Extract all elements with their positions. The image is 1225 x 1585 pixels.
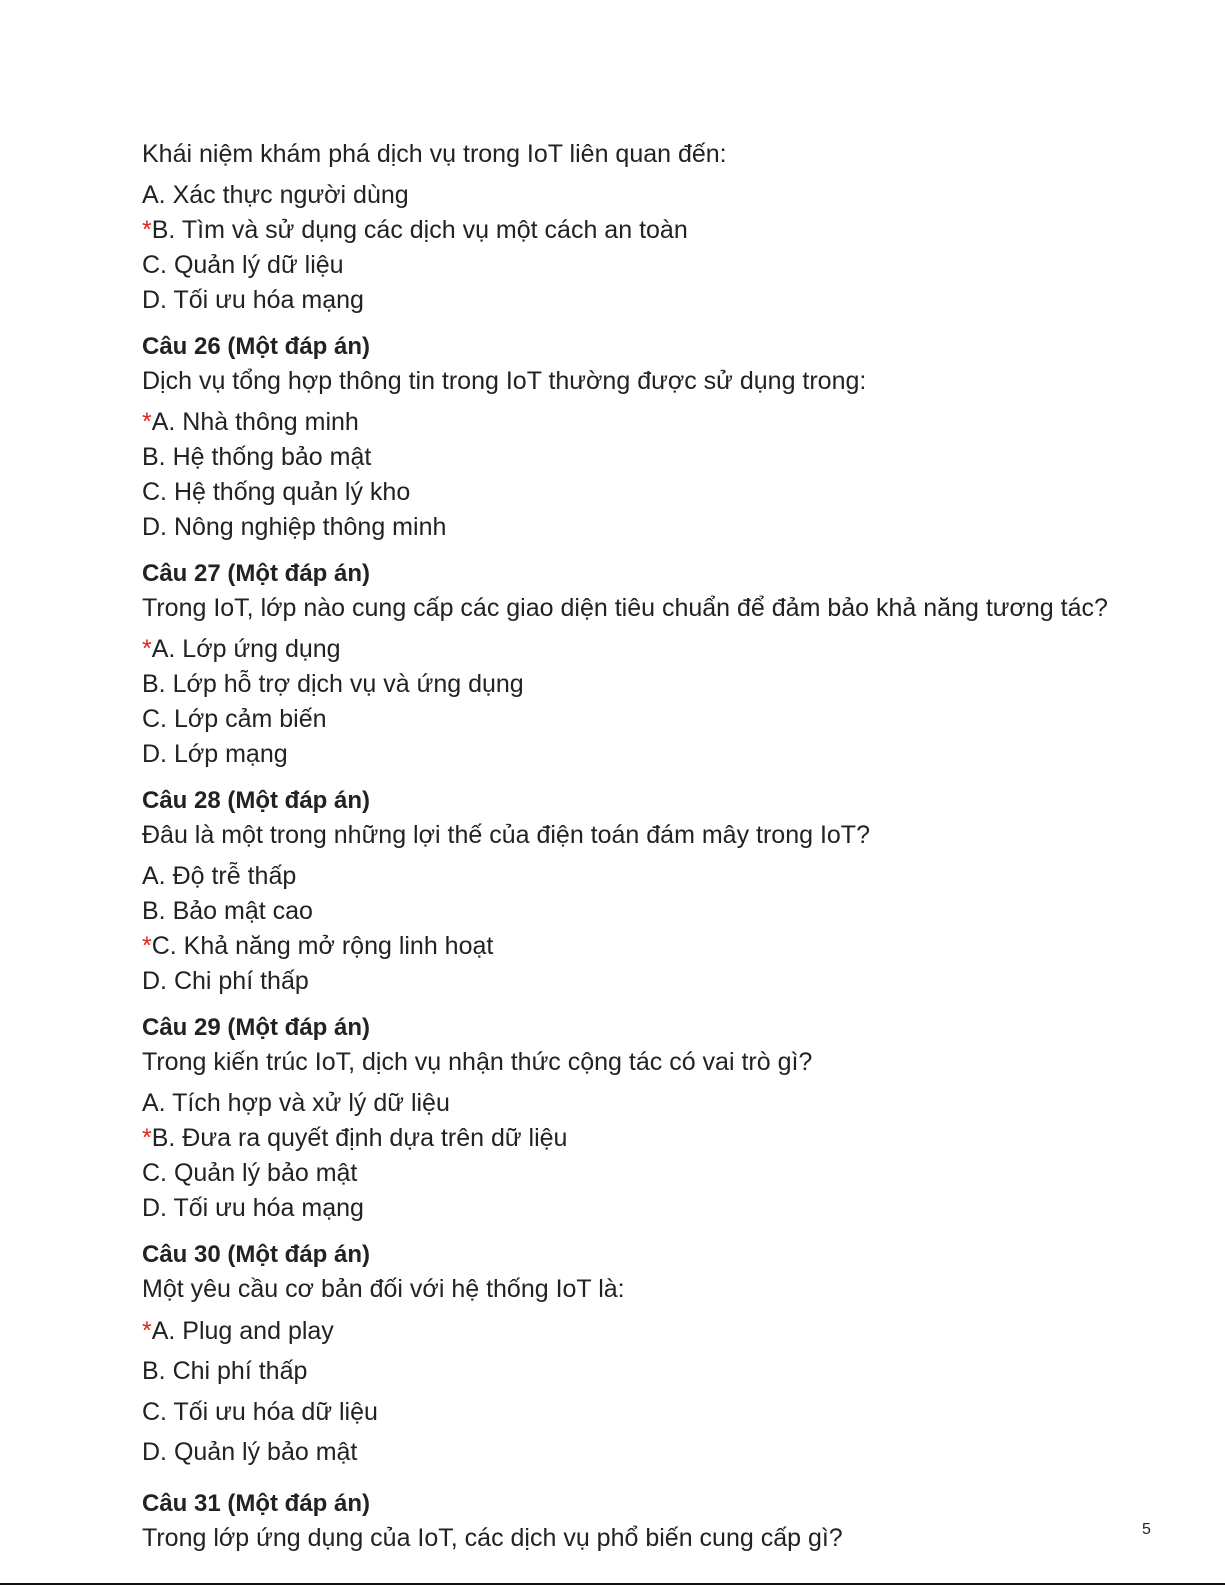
option-label: C. Khả năng mở rộng linh hoạt [151,932,494,960]
option-label: D. Lớp mạng [142,740,288,768]
correct-answer-marker: * [142,216,152,244]
question-text: Trong kiến trúc IoT, dịch vụ nhận thức cộng tác có vai trò gì? [142,1048,813,1076]
answer-option [142,1392,625,1433]
answer-option [142,248,727,283]
option-label: D. Tối ưu hóa mạng [142,1194,364,1222]
option-label: A. Xác thực người dùng [142,181,409,209]
answer-option-correct [142,405,866,440]
question-block [142,1010,812,1226]
question-title: Câu 30 (Một đáp án) [142,1241,371,1268]
correct-answer-marker: * [142,408,152,436]
answer-option [142,1156,812,1191]
question-text: Khái niệm khám phá dịch vụ trong IoT liên quan đến: [142,140,727,168]
option-label: D. Chi phí thấp [142,967,309,995]
option-label: B. Bảo mật cao [142,897,313,925]
question-text: Một yêu cầu cơ bản đối với hệ thống IoT là: [142,1275,625,1303]
answer-option-correct [142,213,727,248]
question-text: Dịch vụ tổng hợp thông tin trong IoT thường được sử dụng trong: [142,367,867,395]
answer-option [142,283,727,318]
answer-option [142,475,866,510]
question-block-continued [142,137,727,318]
answer-option [142,1432,625,1473]
option-label: C. Hệ thống quản lý kho [142,478,411,506]
answer-option [142,1086,812,1121]
page-number: 5 [1142,1521,1151,1538]
option-label: B. Đưa ra quyết định dựa trên dữ liệu [151,1124,568,1152]
question-block [142,1237,625,1473]
option-label: C. Quản lý bảo mật [142,1159,358,1187]
answer-option [142,1191,812,1226]
question-text: Trong lớp ứng dụng của IoT, các dịch vụ phổ biến cung cấp gì? [142,1524,843,1552]
answer-option-correct [142,1311,625,1352]
answer-option-correct [142,1121,812,1156]
option-label: B. Hệ thống bảo mật [142,443,372,471]
option-label: A. Nhà thông minh [151,408,359,436]
question-title: Câu 28 (Một đáp án) [142,787,371,814]
option-label: D. Nông nghiệp thông minh [142,513,447,541]
answer-option [142,737,1108,772]
option-label: D. Quản lý bảo mật [142,1438,358,1466]
answer-option [142,702,1108,737]
option-label: A. Lớp ứng dụng [151,635,341,663]
option-label: A. Tích hợp và xử lý dữ liệu [142,1089,450,1117]
question-block [142,329,866,545]
question-block [142,556,1108,772]
answer-option [142,440,866,475]
answer-option-correct [142,929,870,964]
correct-answer-marker: * [142,1124,152,1152]
question-block [142,783,870,999]
answer-option [142,667,1108,702]
answer-option [142,510,866,545]
answer-option [142,894,870,929]
question-title: Câu 26 (Một đáp án) [142,333,371,360]
option-label: B. Chi phí thấp [142,1357,308,1385]
question-text: Đâu là một trong những lợi thế của điện toán đám mây trong IoT? [142,821,870,849]
question-title: Câu 31 (Một đáp án) [142,1490,371,1517]
option-label: C. Quản lý dữ liệu [142,251,344,279]
question-block [142,1486,843,1556]
option-label: B. Lớp hỗ trợ dịch vụ và ứng dụng [142,670,524,698]
answer-option [142,859,870,894]
answer-option [142,964,870,999]
correct-answer-marker: * [142,1316,152,1345]
correct-answer-marker: * [142,932,152,960]
option-label: D. Tối ưu hóa mạng [142,286,364,314]
answer-option [142,178,727,213]
correct-answer-marker: * [142,635,152,663]
question-title: Câu 27 (Một đáp án) [142,560,371,587]
option-label: A. Độ trễ thấp [142,862,297,890]
option-label: C. Tối ưu hóa dữ liệu [142,1397,378,1426]
answer-option [142,1351,625,1392]
option-label: A. Plug and play [151,1316,334,1345]
question-title: Câu 29 (Một đáp án) [142,1014,371,1041]
question-text: Trong IoT, lớp nào cung cấp các giao diện tiêu chuẩn để đảm bảo khả năng tương tác? [142,594,1108,622]
option-label: C. Lớp cảm biến [142,705,327,733]
answer-option-correct [142,632,1108,667]
option-label: B. Tìm và sử dụng các dịch vụ một cách an toàn [151,216,688,244]
